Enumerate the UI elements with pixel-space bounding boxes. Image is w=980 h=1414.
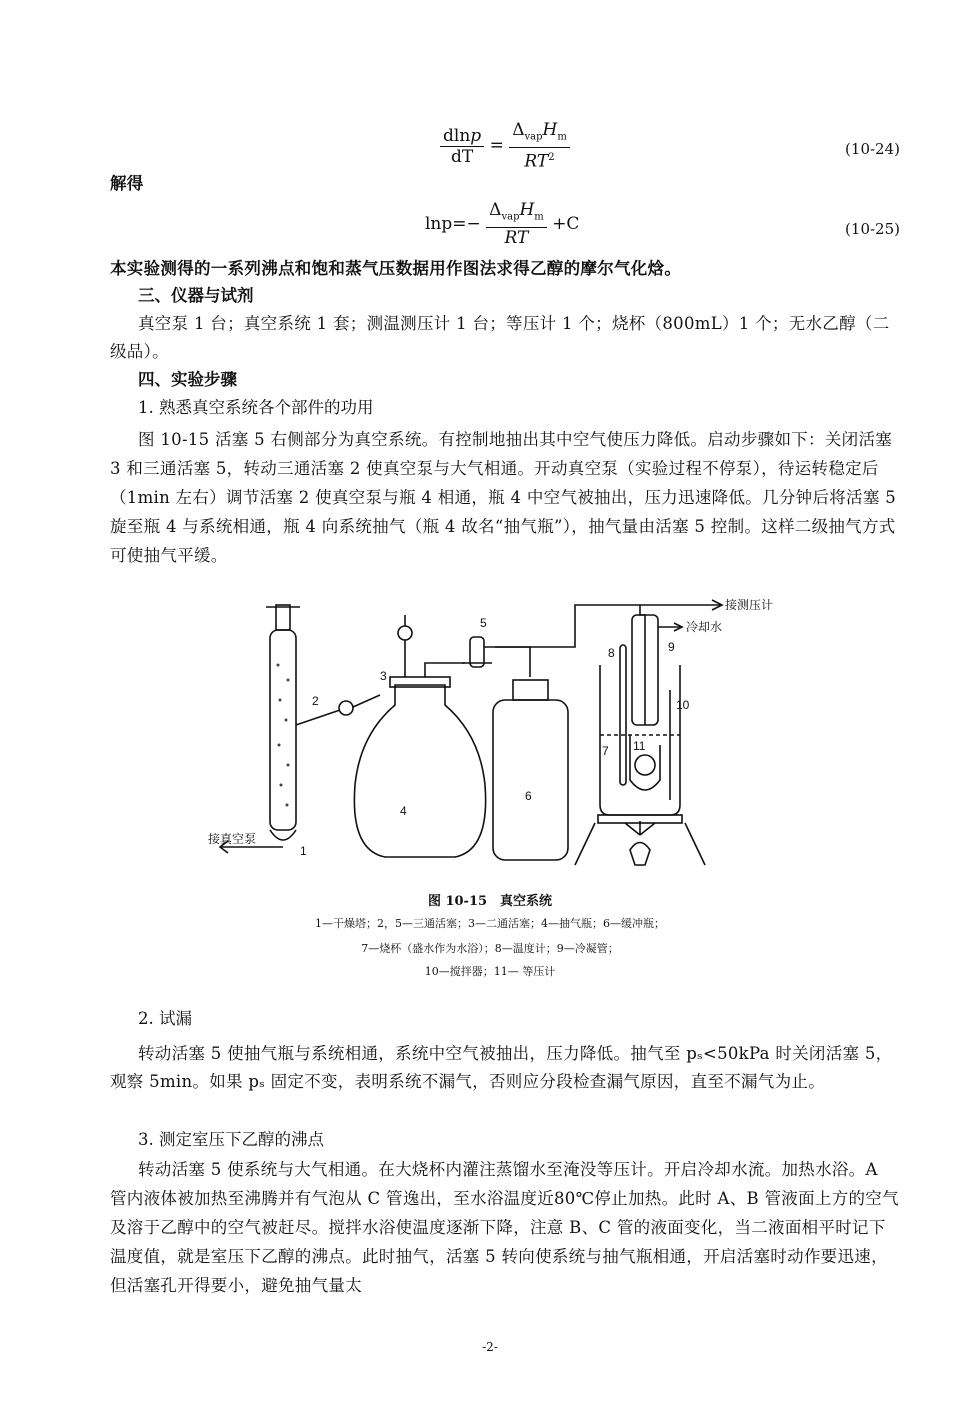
label-2: 2 — [312, 694, 319, 708]
vacuum-system-diagram — [200, 585, 800, 870]
condenser-9 — [640, 605, 645, 725]
label-7: 7 — [602, 744, 609, 758]
label-to-gauge: 接测压计 — [725, 598, 774, 612]
label-1: 1 — [300, 844, 307, 858]
stopcock-3 — [398, 626, 412, 640]
paragraph-vacuum-system: 图 10-15 活塞 5 右侧部分为真空系统。有控制地抽出其中空气使压力降低。启动步骤如下：关闭活塞 3 和三通活塞 5，转动三通活塞 2 使真空泵与大气相通。开动真空泵（实验过程不停泵），待运转稳定后（1min 左右）调节活塞 2 使真空泵与瓶 4 相通，瓶 4 中空气被抽出，压力迅速降低。几分钟后将活塞 5 旋至瓶 4 与系统相通，瓶 4 向系统抽气（瓶 4 故名“抽气瓶”），抽气量由活塞 5 控制。这样二级抽气方式可使抽气平缓。 — [110, 430, 896, 565]
solve-label: 解得 — [110, 174, 144, 193]
label-6: 6 — [525, 789, 532, 803]
derivative-fraction: $\frac{dlnp}{dT}$ — [440, 126, 484, 167]
step-heading-2: 2. 试漏 — [138, 1009, 192, 1028]
label-cooling-water: 冷却水 — [686, 620, 723, 634]
paragraph-boiling-point: 转动活塞 5 使系统与大气相通。在大烧杯内灌注蒸馏水至淹没等压计。开启冷却水流。加热水浴。A 管内液体被加热至沸腾并有气泡从 C 管逸出，至水浴温度近80℃停止加热。此时 A、B 管液面上方的空气及溶于乙醇中的空气被赶尽。搅拌水浴使温度逐渐下降，注意 B、C 管的液面变化，当二液面相平时记下温度值，就是室压下乙醇的沸点。此时抽气，活塞 5 转向使系统与抽气瓶相通，开启活塞时动作要迅速，但活塞孔开得要小，避免抽气量太 — [110, 1160, 899, 1295]
label-9: 9 — [668, 640, 675, 654]
enthalpy-fraction: $\frac{\Delta_{vap}H_m}{RT^2}$ — [509, 120, 570, 172]
label-4: 4 — [400, 804, 407, 818]
equation-10-25: lnp=− $\frac{\Delta_{vap}H_m}{RT}$ +C (10-25) — [425, 200, 900, 249]
section-heading-apparatus: 三、仪器与试剂 — [138, 286, 254, 305]
equation-number: (10-25) — [845, 220, 900, 238]
step-heading-1: 1. 熟悉真空系统各个部件的功用 — [138, 398, 374, 417]
equation-number: (10-24) — [845, 140, 900, 158]
step-heading-3: 3. 测定室压下乙醇的沸点 — [138, 1130, 324, 1149]
drying-tower — [270, 630, 296, 830]
section-heading-procedure: 四、实验步骤 — [138, 370, 237, 389]
enthalpy-fraction-2: $\frac{\Delta_{vap}H_m}{RT}$ — [486, 200, 547, 248]
drying-tower-cap — [276, 605, 290, 630]
suction-flask-4 — [354, 685, 485, 857]
label-10: 10 — [676, 698, 690, 712]
stopcock-2 — [339, 701, 353, 715]
label-11: 11 — [633, 739, 646, 753]
figure-caption-line2: 7—烧杯（盛水作为水浴）；8—温度计；9—冷凝管； — [361, 942, 619, 955]
figure-caption-line3: 10—搅拌器；11— 等压计 — [424, 965, 556, 978]
thermometer-8 — [620, 645, 626, 785]
label-5: 5 — [480, 616, 487, 630]
paragraph-leak-test: 转动活塞 5 使抽气瓶与系统相通，系统中空气被抽出，压力降低。抽气至 pₛ<50kPa 时关闭活塞 5，观察 5min。如果 pₛ 固定不变，表明系统不漏气，否则应分段检查漏气原因，直至不漏气为止。 — [110, 1044, 893, 1091]
page-number: -2- — [482, 1340, 498, 1354]
buffer-bottle-6 — [493, 700, 568, 860]
bottle-6-neck — [513, 680, 548, 700]
figure-caption-title: 图 10-15 真空系统 — [427, 894, 553, 909]
label-3: 3 — [380, 669, 387, 683]
label-8: 8 — [608, 646, 615, 660]
paragraph-method: 本实验测得的一系列沸点和饱和蒸气压数据用作图法求得乙醇的摩尔气化焓。 — [110, 259, 682, 278]
label-to-pump: 接真空泵 — [208, 832, 257, 846]
equation-10-24: $\frac{dlnp}{dT}$ = $\frac{\Delta_{vap}H_m}{RT^2}$ (10-24) — [0, 120, 980, 180]
paragraph-apparatus: 真空泵 1 台；真空系统 1 套；测温测压计 1 台；等压计 1 个；烧杯（800mL）1 个；无水乙醇（二级品）。 — [110, 314, 890, 361]
burner — [630, 843, 650, 866]
figure-caption-line1: 1—干燥塔；2，5—三通活塞；3—二通活塞；4—抽气瓶；6—缓冲瓶； — [315, 917, 665, 930]
